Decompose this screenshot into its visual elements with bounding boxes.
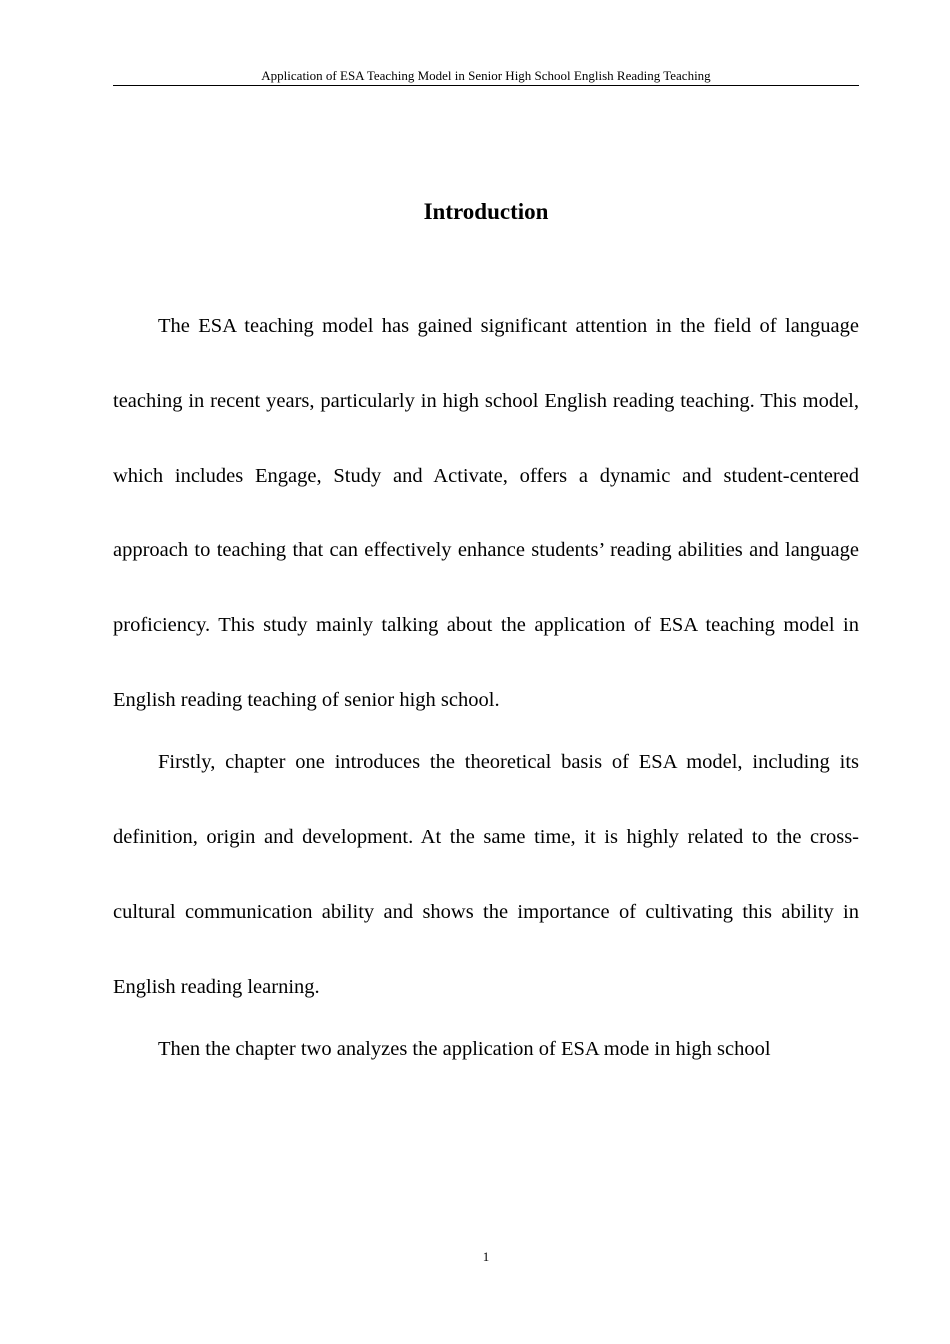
paragraph-1: The ESA teaching model has gained significant attention in the field of language teaching in recent years, particularly in high school English reading teaching. This model, which includes Engage, Study and Activate, offers a dynamic and student-centered approach to teaching that can effectively enhance students’ reading abilities and language proficiency. This study mainly talking about the application of ESA teaching model in English reading teaching of senior high school. (113, 315, 859, 711)
section-title: Introduction (423, 199, 549, 224)
page-number: 1 (482, 1249, 490, 1264)
paragraph-2: Firstly, chapter one introduces the theoretical basis of ESA model, including its definition, origin and development. At the same time, it is highly related to the cross-cultural communication ability and shows the importance of cultivating this ability in English reading learning. (113, 751, 859, 998)
paragraph-3: Then the chapter two analyzes the application of ESA mode in high school (158, 1037, 771, 1060)
running-header: Application of ESA Teaching Model in Senior High School English Reading Teaching (113, 67, 859, 86)
body-text (113, 289, 859, 1074)
